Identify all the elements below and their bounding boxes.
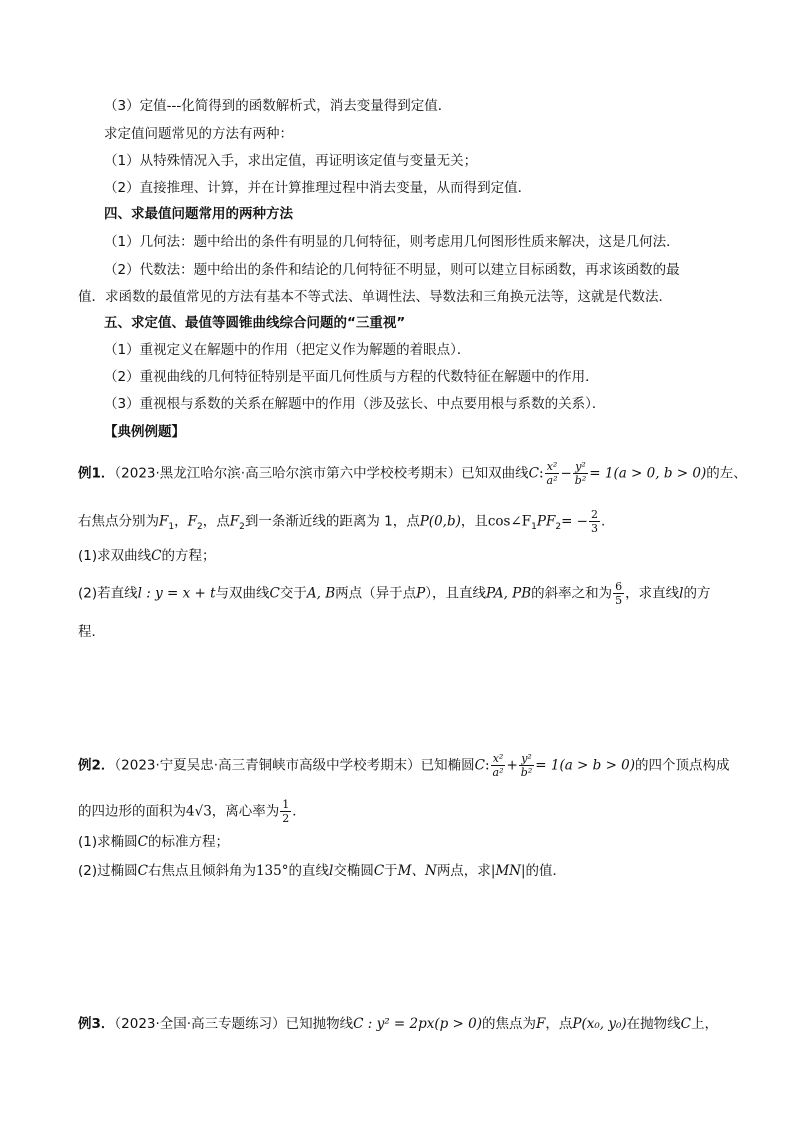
ex2-q2a: (2)过椭圆 <box>78 863 138 879</box>
ex1-f1: F <box>159 513 169 530</box>
ex1-q2d: 两点（异于点 <box>335 585 417 602</box>
ex2-q2e: 于 <box>384 863 398 879</box>
frac-a2: a² <box>546 474 558 487</box>
ex1-q2a: (2)若直线 <box>78 585 138 602</box>
ex3-label: 例3． <box>78 1016 115 1032</box>
frac-b2: b² <box>574 474 587 487</box>
ex1-q2b: 与双曲线 <box>215 585 270 602</box>
ex1-q2-ab: A, B <box>306 585 336 602</box>
ex2-q1-end: 的标准方程； <box>147 834 229 850</box>
ex1-q1-end: 的方程； <box>161 548 216 564</box>
ex1-cond: = 1(a > 0, b > 0) <box>589 465 707 482</box>
method-2: （2）直接推理、计算，并在计算推理过程中消去变量，从而得到定值． <box>104 180 532 196</box>
frac-3: 3 <box>591 522 598 535</box>
ex3-t2: ，点 <box>545 1016 573 1032</box>
ex3-source: （2023·全国·高三专题练习）已知抛物线 <box>114 1016 354 1032</box>
sub-2: 2 <box>196 522 203 533</box>
section4-p1: （1）几何法：题中给出的条件有明显的几何特征，则考虑用几何图形性质来解决，这是几何法． <box>104 234 680 250</box>
frac-5: 5 <box>615 594 623 607</box>
ex1-curve: C <box>528 465 539 482</box>
ex1-line2b: ，点 <box>202 513 230 530</box>
examples-heading: 【典例例题】 <box>104 424 185 440</box>
frac-6: 6 <box>615 580 623 593</box>
ex3-t3: 在抛物线 <box>626 1016 681 1032</box>
ex2-q2b: 右焦点且倾斜角为 <box>147 863 256 879</box>
ex2-label: 例2． <box>78 757 115 774</box>
ex1-line2a: 右焦点分别为 <box>78 513 159 530</box>
section5-p3: （3）重视根与系数的关系在解题中的作用（涉及弦长、中点要用根与系数的关系）． <box>104 396 606 412</box>
ex2-q2-abs: |MN| <box>490 863 526 879</box>
section5-p1: （1）重视定义在解题中的作用（把定义作为解题的着眼点）． <box>104 342 471 358</box>
ex1-q2-line: l : y = x + t <box>137 585 216 602</box>
ex2-angle: 135° <box>255 863 289 879</box>
section4-heading: 四、求最值问题常用的两种方法 <box>104 206 293 222</box>
ex2-area: 4√3 <box>186 803 212 820</box>
ex1-q2: (2)若直线l : y = x + t与双曲线C交于A, B两点（异于点P），且直线PA, PB的斜率之和为 $\frac{6}{5}$ ，求直线l的方 <box>78 580 711 607</box>
ex1-point-p: P(0,b) <box>419 513 461 530</box>
ex1-q2f: 的斜率之和为 <box>531 585 613 602</box>
ex2-line1: 例2．（2023·宁夏吴忠·高三青铜峡市高级中学校考期末）已知椭圆C: $\frac{\text{x²}}{\text{a²}}$ + $\frac{\text{y²}}{\text{b²}}$ = 1(a > b > 0)的四个顶点构成 <box>78 752 730 779</box>
ex3-eq: C : y² = 2px(p > 0) <box>353 1016 483 1032</box>
ex1-q2-p: P <box>416 585 426 602</box>
section4-p2b: 值．求函数的最值常见的方法有基本不等式法、单调性法、导数法和三角换元法等，这就是代数法． <box>78 289 672 305</box>
methods-title: 求定值问题常见的方法有两种： <box>104 126 293 142</box>
ex1-q1-c: C <box>151 548 162 564</box>
sub-1: 1 <box>168 522 175 533</box>
ex1-label: 例1． <box>78 465 115 482</box>
section4-p2a: （2）代数法：题中给出的条件和结论的几何特征不明显，则可以建立目标函数，再求该函数的最 <box>104 262 680 278</box>
ex1-line1: 例1．（2023·黑龙江哈尔滨·高三哈尔滨市第六中学校校考期末）已知双曲线C: $\frac{\text{x²}}{\text{a²}}$ − $\frac{\text{y²}}{\text{b²}}$ = 1(a > 0, b > 0)的左、 <box>78 460 747 487</box>
frac-x2: x² <box>545 460 560 474</box>
ex1-q1 <box>78 546 215 566</box>
ex1-q2-papb: PA, PB <box>485 585 532 602</box>
ex1-q2-tail: 程． <box>78 624 105 640</box>
ex2-q1-text: (1)求椭圆 <box>78 834 138 850</box>
ex1-line2: 右焦点分别为$F_1$，$F_2$，点$F_2$到一条渐近线的距离为 1，点P(0,b)，且$\cos\angle F_1PF_2=$ − $\frac{2}{3}$ . <box>78 508 606 535</box>
ex3-point: P(x₀, y₀) <box>572 1016 627 1032</box>
ex1-q2h: 的方 <box>683 585 711 602</box>
ex2-tail1: 的四个顶点构成 <box>635 757 730 774</box>
ex2-line2b: ，离心率为 <box>211 803 280 820</box>
ex2-q2g: 的值． <box>525 863 567 879</box>
ex1-q1-text: (1)求双曲线 <box>78 548 152 564</box>
ex2-line2a: 的四边形的面积为 <box>78 803 186 820</box>
ex2-q2f: 两点，求 <box>436 863 491 879</box>
ex3-t1: 的焦点为 <box>482 1016 537 1032</box>
intro-p3: （3）定值---化简得到的函数解析式，消去变量得到定值． <box>104 98 452 114</box>
ex1-tail1: 的左、 <box>706 465 747 482</box>
ex3-t4: 上， <box>691 1016 718 1032</box>
frac-1: 1 <box>282 798 290 811</box>
ex2-q2-mn: M、N <box>397 863 437 879</box>
ex3-line1: 例3．（2023·全国·高三专题练习）已知抛物线C : y² = 2px(p > 0)的焦点为F，点P(x₀, y₀)在抛物线C上， <box>78 1016 718 1032</box>
ex1-line2d: ，且 <box>460 513 488 530</box>
ex1-cos: cos∠F <box>487 513 532 530</box>
section5-heading: 五、求定值、最值等圆锥曲线综合问题的“三重视” <box>104 315 406 331</box>
ex2-cond: = 1(a > b > 0) <box>535 757 636 774</box>
ex2-q2: (2)过椭圆C右焦点且倾斜角为135°的直线l交椭圆C于M、N两点，求|MN|的值． <box>78 863 567 879</box>
ex2-line2: 的四边形的面积为4√3，离心率为 $\frac{1}{2}$ ． <box>78 798 306 825</box>
ex1-q2c: 交于 <box>279 585 307 602</box>
ex1-line2c: 到一条渐近线的距离为 1，点 <box>244 513 420 530</box>
method-1: （1）从特殊情况入手，求出定值，再证明该定值与变量无关； <box>104 153 478 169</box>
ex3-focus: F <box>536 1016 546 1032</box>
ex2-source: （2023·宁夏吴忠·高三青铜峡市高级中学校考期末）已知椭圆 <box>114 757 475 774</box>
ex1-cos-mid: PF <box>536 513 556 530</box>
ex1-q2e: ），且直线 <box>425 585 486 602</box>
ex2-q2d: 交椭圆 <box>333 863 374 879</box>
section5-p2: （2）重视曲线的几何特征特别是平面几何性质与方程的代数特征在解题中的作用． <box>104 369 599 385</box>
ex1-q2-l: l <box>679 585 684 602</box>
frac-y2: y² <box>573 460 588 474</box>
ex1-q2g: ，求直线 <box>625 585 680 602</box>
ex2-q1: (1)求椭圆C的标准方程； <box>78 834 229 850</box>
frac-2: 2 <box>591 508 598 521</box>
ex1-source: （2023·黑龙江哈尔滨·高三哈尔滨市第六中学校校考期末）已知双曲线 <box>114 465 529 482</box>
ex1-cos-eq: = − <box>561 513 588 530</box>
ex2-q2c: 的直线 <box>288 863 329 879</box>
ex1-f2: F <box>187 513 197 530</box>
